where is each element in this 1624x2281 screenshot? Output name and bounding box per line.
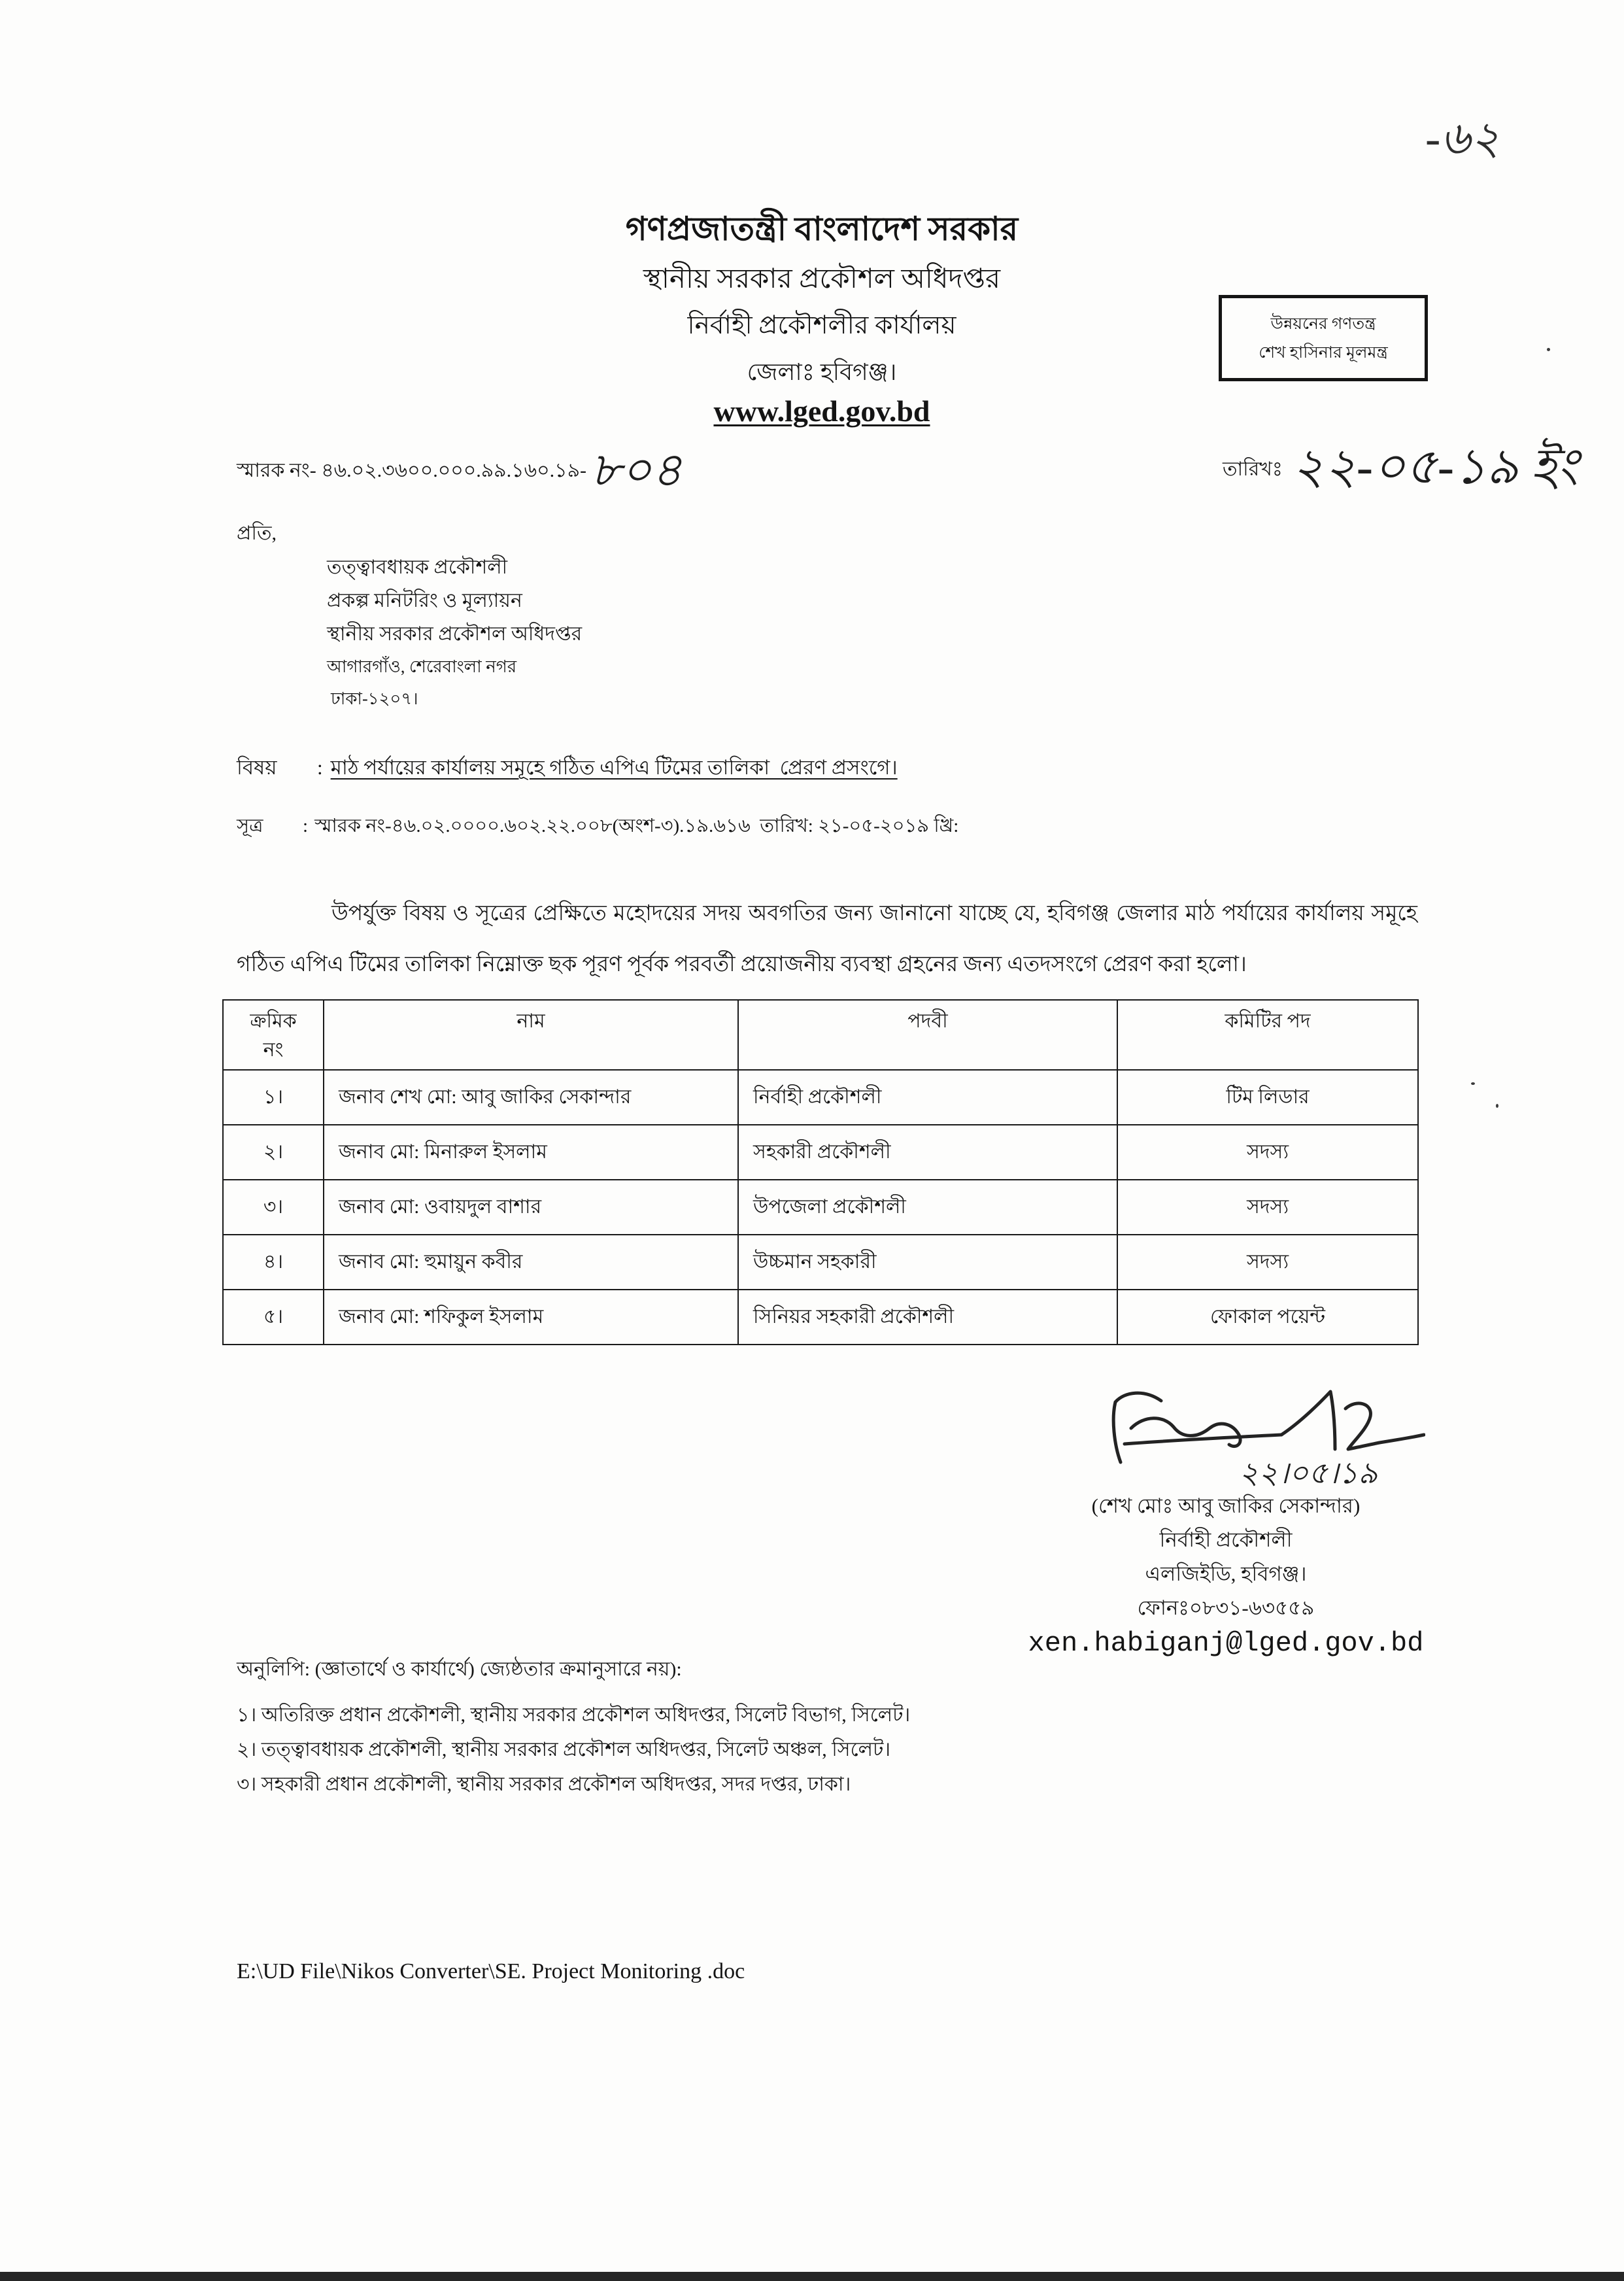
signature-stroke [1113,1402,1121,1462]
col-header-serial-line1: ক্রমিক [250,1010,297,1032]
subject-colon: : [317,756,323,779]
recipient-address [327,551,582,715]
slogan-line-1: উন্নয়নের গণতন্ত্র [1270,315,1376,333]
cell-designation: উচ্চমান সহকারী [738,1235,1117,1290]
signature-stroke [1345,1403,1379,1449]
copy-to-item: ৩। সহকারী প্রধান প্রকৌশলী, স্থানীয় সরকার প্রকৌশল অধিদপ্তর, সদর দপ্তর, ঢাকা। [237,1774,851,1795]
file-path-footer: E:\UD File\Nikos Converter\SE. Project Monitoring .doc [237,1959,745,1983]
cell-name: জনাব মো: শফিকুল ইসলাম [324,1290,738,1345]
signatory-office: এলজিইডি, হবিগঞ্জ। [1145,1562,1307,1585]
subject-line [237,751,898,785]
cell-committee-role: সদস্য [1117,1235,1418,1290]
memo-label: স্মারক নং- ৪৬.০২.৩৬০০.০০০.৯৯.১৬০.১৯- [237,459,587,481]
cell-designation: সিনিয়র সহকারী প্রকৌশলী [738,1290,1117,1345]
table-header-row [223,1000,1418,1070]
copy-to-item: ২। তত্ত্বাবধায়ক প্রকৌশলী, স্থানীয় সরকার প্রকৌশল অধিদপ্তর, সিলেট অঞ্চল, সিলেট। [237,1739,891,1760]
signature-stroke [1379,1435,1424,1443]
table-row [223,1125,1418,1180]
cell-designation: সহকারী প্রকৌশলী [738,1125,1117,1180]
signature-stroke [1115,1393,1161,1402]
signature-block [1023,1345,1429,1662]
body-paragraph: উপর্যুক্ত বিষয় ও সূত্রের প্রেক্ষিতে মহোদয়ের সদয় অবগতির জন্য জানানো যাচ্ছে যে, হবিগঞ্জ জেলার মাঠ পর্যায়ের কার্যালয় সমূহে গঠিত এপিএ টিমের তালিকা নিম্নোক্ত ছক পূরণ পূর্বক পরবর্তী প্রয়োজনীয় ব্যবস্থা গ্রহনের জন্য এতদসংগে প্রেরণ করা হলো। [237,902,1417,976]
handwritten-page-number: -৬২ [1425,114,1500,164]
signature-handwritten-date: ২২।০৫।১৯ [1239,1456,1378,1490]
scan-speck [1471,1082,1475,1085]
subject-text: মাঠ পর্যায়ের কার্যালয় সমূহে গঠিত এপিএ টিমের তালিকা প্রেরণ প্রসংগে। [330,756,898,779]
reference-line [237,810,958,842]
table-row [223,1180,1418,1235]
cell-serial: ৩। [223,1180,324,1235]
apa-team-table [222,999,1419,1345]
cell-serial: ১। [223,1070,324,1125]
col-header-serial [223,1000,324,1070]
signatory-phone: ফোনঃ০৮৩১-৬৩৫৫৯ [1137,1596,1315,1619]
cell-serial: ২। [223,1125,324,1180]
date-label: তারিখঃ [1222,458,1283,480]
reference-colon: : [303,815,309,836]
reference-text: স্মারক নং-৪৬.০২.০০০০.৬০২.২২.০০৮(অংশ-৩).১৯.৬১৬ তারিখ: ২১-০৫-২০১৯ খ্রি: [314,815,959,836]
cell-designation: নির্বাহী প্রকৌশলী [738,1070,1117,1125]
scan-speck [1547,348,1550,351]
letterhead-district: জেলাঃ হবিগঞ্জ। [747,359,897,385]
copy-to-label: অনুলিপি: (জ্ঞাতার্থে ও কার্যার্থে) জ্যেষ্ঠতার ক্রমানুসারে নয়): [237,1658,682,1680]
copy-to-list [237,1698,1417,1802]
table-row [223,1290,1418,1345]
cell-name: জনাব মো: ওবায়দুল বাশার [324,1180,738,1235]
cell-name: জনাব শেখ মো: আবু জাকির সেকান্দার [324,1070,738,1125]
col-header-serial-line2: নং [263,1039,284,1061]
scan-edge [0,2272,1624,2281]
cell-designation: উপজেলা প্রকৌশলী [738,1180,1117,1235]
col-header-committee-role: কমিটির পদ [1117,1000,1418,1070]
recipient-line: তত্ত্বাবধায়ক প্রকৌশলী [327,557,508,578]
recipient-salutation: প্রতি, [237,523,277,544]
signature-stroke [1125,1435,1281,1444]
copy-to-item: ১। অতিরিক্ত প্রধান প্রকৌশলী, স্থানীয় সরকার প্রকৌশল অধিদপ্তর, সিলেট বিভাগ, সিলেট। [237,1704,911,1726]
slogan-line-2: শেখ হাসিনার মূলমন্ত্র [1259,344,1388,362]
signatory-designation: নির্বাহী প্রকৌশলী [1159,1528,1293,1551]
signatory-name: (শেখ মোঃ আবু জাকির সেকান্দার) [1091,1494,1361,1517]
memo-number [237,439,682,502]
scan-speck [1496,1104,1498,1108]
signatory-email: xen.habiganj@lged.gov.bd [1028,1628,1424,1659]
cell-name: জনাব মো: মিনারুল ইসলাম [324,1125,738,1180]
letterhead-government: গণপ্রজাতন্ত্রী বাংলাদেশ সরকার [625,211,1019,247]
reference-label: সূত্র [237,815,263,836]
letter-date [1223,437,1578,502]
memo-handwritten-number: ৮০৪ [590,444,683,496]
letter-body [222,888,1424,1988]
cell-committee-role: টিম লিডার [1117,1070,1418,1125]
recipient-line: ঢাকা-১২০৭। [331,689,418,708]
slogan-box [1219,295,1428,381]
letterhead-website: www.lged.gov.bd [713,394,930,428]
letterhead-office: নির্বাহী প্রকৌশলীর কার্যালয় [687,311,956,339]
cell-name: জনাব মো: হুমায়ুন কবীর [324,1235,738,1290]
cell-serial: ৫। [223,1290,324,1345]
date-handwritten-value: ২২-০৫-১৯ ইং [1291,439,1578,494]
cell-serial: ৪। [223,1235,324,1290]
signature-stroke [1281,1392,1335,1449]
cell-committee-role: সদস্য [1117,1125,1418,1180]
table-row [223,1235,1418,1290]
table-row [223,1070,1418,1125]
cell-committee-role: সদস্য [1117,1180,1418,1235]
recipient-line: আগারগাঁও, শেরেবাংলা নগর [327,657,517,676]
recipient-line: স্থানীয় সরকার প্রকৌশল অধিদপ্তর [327,623,583,645]
letterhead-department: স্থানীয় সরকার প্রকৌশল অধিদপ্তর [643,264,1001,294]
cell-committee-role: ফোকাল পয়েন্ট [1117,1290,1418,1345]
recipient-line: প্রকল্প মনিটরিং ও মূল্যায়ন [327,590,522,611]
col-header-designation: পদবী [738,1000,1117,1070]
subject-label: বিষয় [237,756,277,779]
col-header-name: নাম [324,1000,738,1070]
